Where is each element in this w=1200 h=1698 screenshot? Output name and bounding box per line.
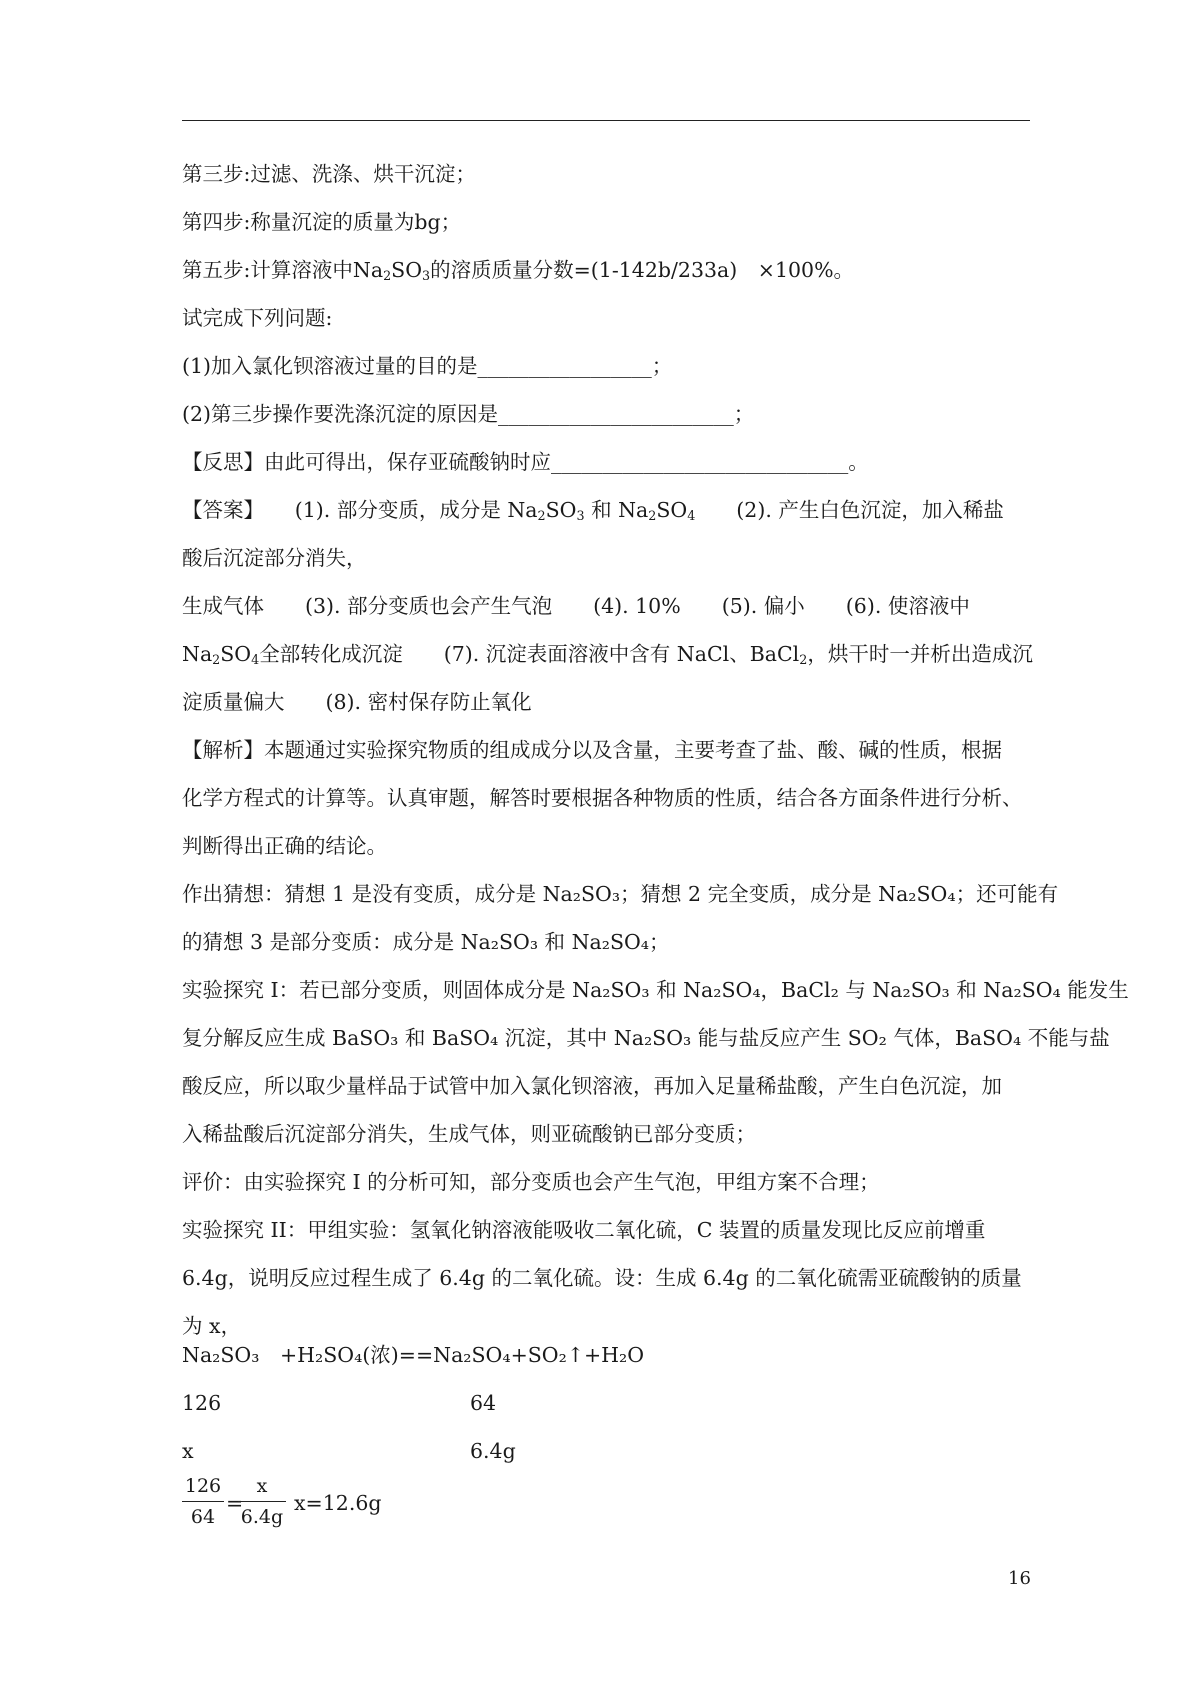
answer-line-4: $Na_2SO_4$全部转化成沉淀 (7). 沉淀表面溶液中含有 NaCl、BaCl$_2$，烘干时一并析出造成沉 bbox=[182, 642, 1033, 668]
document-body bbox=[182, 150, 1129, 1350]
fraction-right-bar bbox=[238, 1501, 286, 1502]
analysis-p1-l2: 化学方程式的计算等。认真审题，解答时要根据各种物质的性质，结合各方面条件进行分析、 bbox=[182, 786, 1023, 810]
fraction-right bbox=[238, 1473, 286, 1530]
answer-line-3: 生成气体 (3). 部分变质也会产生气泡 (4). 10% (5). 偏小 (6). 使溶液中 bbox=[182, 594, 970, 618]
equation-row2-left: x bbox=[182, 1439, 194, 1463]
reflection: 【反思】由此可得出，保存亚硫酸钠时应_____________________________。 bbox=[182, 450, 869, 474]
analysis-p3-l2: 复分解反应生成 BaSO₃ 和 BaSO₄ 沉淀，其中 Na₂SO₃ 能与盐反应产生 SO₂ 气体，BaSO₄ 不能与盐 bbox=[182, 1026, 1110, 1050]
header-rule bbox=[182, 120, 1030, 121]
analysis-p5-l1: 实验探究 II：甲组实验：氢氧化钠溶液能吸收二氧化硫，C 装置的质量发现比反应前增重 bbox=[182, 1218, 986, 1242]
analysis-p2-l2: 的猜想 3 是部分变质：成分是 Na₂SO₃ 和 Na₂SO₄； bbox=[182, 930, 670, 954]
question-2: (2)第三步操作要洗涤沉淀的原因是_______________________； bbox=[182, 402, 755, 426]
equation-row2-right: 6.4g bbox=[470, 1439, 516, 1463]
analysis-p5-l2: 6.4g，说明反应过程生成了 6.4g 的二氧化硫。设：生成 6.4g 的二氧化硫需亚硫酸钠的质量 bbox=[182, 1266, 1022, 1290]
analysis-p3-l3: 酸反应，所以取少量样品于试管中加入氯化钡溶液，再加入足量稀盐酸，产生白色沉淀，加 bbox=[182, 1074, 1002, 1098]
page-number: 16 bbox=[1008, 1568, 1031, 1589]
equals-sign: = bbox=[226, 1491, 244, 1515]
analysis-p5-l3: 为 x， bbox=[182, 1314, 242, 1338]
analysis-p1-l3: 判断得出正确的结论。 bbox=[182, 834, 387, 858]
analysis-p3-l1: 实验探究 I：若已部分变质，则固体成分是 Na₂SO₃ 和 Na₂SO₄，BaCl₂ 与 Na₂SO₃ 和 Na₂SO₄ 能发生 bbox=[182, 978, 1129, 1002]
analysis-p3-l4: 入稀盐酸后沉淀部分消失，生成气体，则亚硫酸钠已部分变质； bbox=[182, 1122, 756, 1146]
question-1: (1)加入氯化钡溶液过量的目的是_________________； bbox=[182, 354, 673, 378]
step-3: 第三步:过滤、洗涤、烘干沉淀； bbox=[182, 162, 476, 186]
answer-line-2: 酸后沉淀部分消失， bbox=[182, 546, 367, 570]
fraction-left bbox=[182, 1473, 224, 1530]
analysis-p4: 评价：由实验探究 I 的分析可知，部分变质也会产生气泡，甲组方案不合理； bbox=[182, 1170, 880, 1194]
equation-result: x=12.6g bbox=[294, 1491, 382, 1515]
analysis-p2-l1: 作出猜想：猜想 1 是没有变质，成分是 Na₂SO₃；猜想 2 完全变质，成分是 Na₂SO₄；还可能有 bbox=[182, 882, 1059, 906]
fraction-left-bar bbox=[182, 1501, 224, 1502]
chemical-equation: Na₂SO₃ +H₂SO₄(浓)==Na₂SO₄+SO₂↑+H₂O bbox=[182, 1343, 645, 1367]
fraction-right-denominator: 6.4g bbox=[240, 1506, 284, 1528]
fraction-right-numerator: x bbox=[256, 1475, 268, 1497]
answer-line-1: 【答案】 (1). 部分变质，成分是 $Na_2SO_3$ 和 $Na_2SO_4$ (2). 产生白色沉淀，加入稀盐 bbox=[182, 498, 1004, 524]
answer-line-5: 淀质量偏大 (8). 密村保存防止氧化 bbox=[182, 690, 532, 714]
equation-row1-left: 126 bbox=[182, 1391, 222, 1415]
questions-intro: 试完成下列问题: bbox=[182, 306, 333, 330]
step-5: 第五步:计算溶液中$Na_2SO_3$的溶质质量分数=(1-142b/233a) ×100%。 bbox=[182, 258, 855, 284]
fraction-left-denominator: 64 bbox=[190, 1506, 216, 1528]
analysis-p1-l1: 【解析】本题通过实验探究物质的组成成分以及含量，主要考查了盐、酸、碱的性质，根据 bbox=[182, 738, 1002, 762]
fraction-left-numerator: 126 bbox=[184, 1475, 222, 1497]
equation-row1-right: 64 bbox=[470, 1391, 497, 1415]
step-4: 第四步:称量沉淀的质量为bg； bbox=[182, 210, 462, 234]
